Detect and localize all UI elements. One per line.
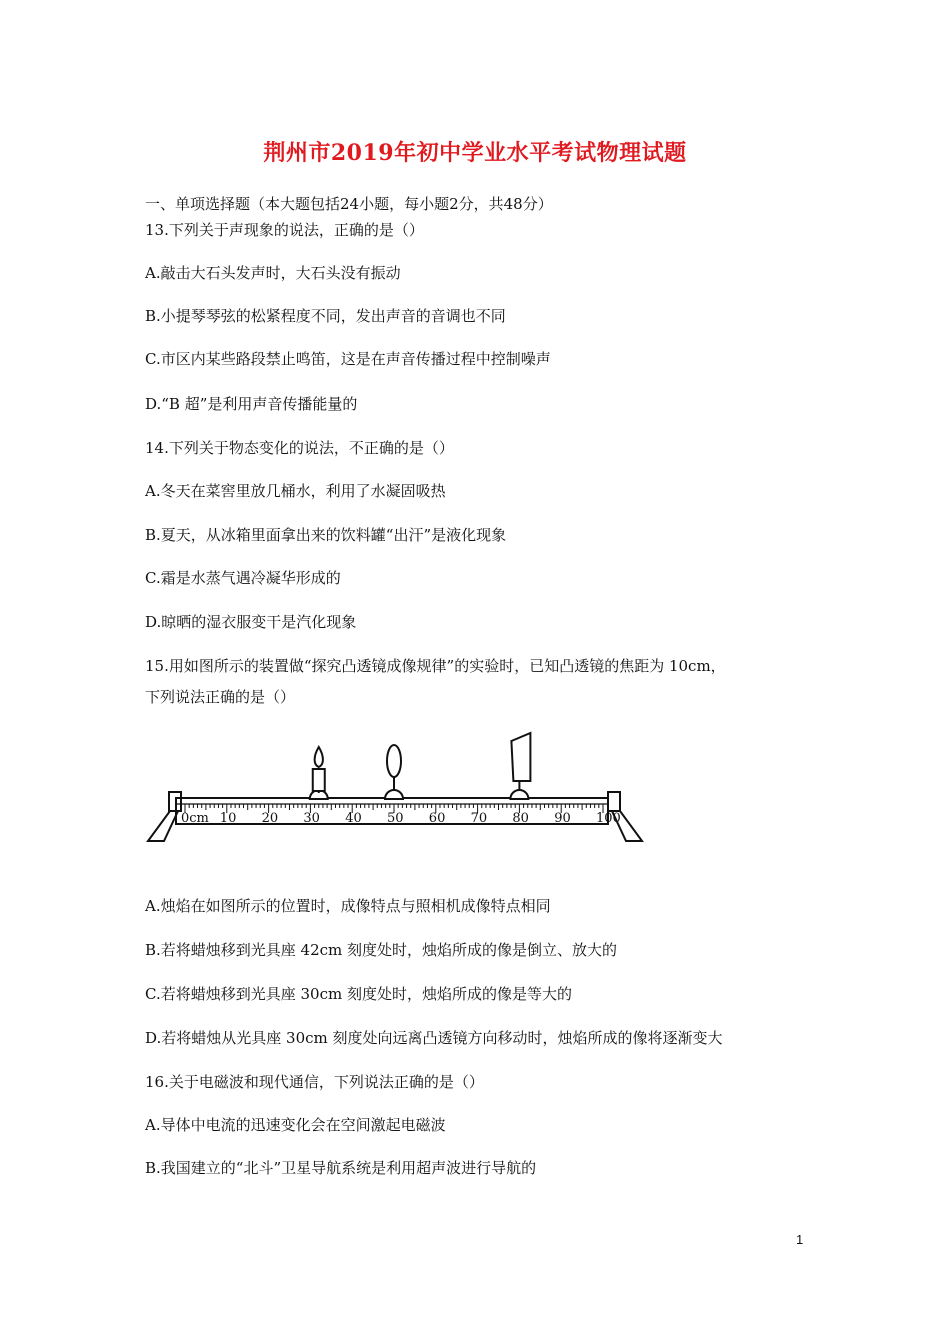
- convex-lens-icon: [385, 745, 403, 799]
- scale-label: 80: [512, 811, 529, 826]
- optical-bench-figure: [140, 725, 650, 847]
- scale-label: 0cm: [181, 811, 209, 826]
- scale-label: 40: [345, 811, 362, 826]
- light-screen-icon: [510, 733, 530, 799]
- question-15-stem-line1: 15.用如图所示的装置做“探究凸透镜成像规律”的实验时，已知凸透镜的焦距为 10cm，: [145, 657, 726, 675]
- page-number: 1: [796, 1232, 804, 1247]
- scale-label: 70: [470, 811, 488, 826]
- question-15-option-c: C.若将蜡烛移到光具座 30cm 刻度处时，烛焰所成的像是等大的: [145, 985, 572, 1003]
- question-13-option-d: D.“B 超”是利用声音传播能量的: [145, 395, 358, 413]
- question-15-option-a: A.烛焰在如图所示的位置时，成像特点与照相机成像特点相同: [145, 897, 551, 915]
- candle-icon: [310, 747, 328, 799]
- scale-label: 100: [596, 811, 621, 826]
- scale-label: 30: [303, 811, 320, 826]
- scale-label: 90: [554, 811, 571, 826]
- question-13-option-b: B.小提琴琴弦的松紧程度不同，发出声音的音调也不同: [145, 307, 506, 325]
- question-13-option-a: A.敲击大石头发声时，大石头没有振动: [145, 264, 401, 282]
- scale-label: 50: [387, 811, 404, 826]
- question-16-stem: 16.关于电磁波和现代通信，下列说法正确的是（）: [145, 1073, 484, 1091]
- question-15-option-b: B.若将蜡烛移到光具座 42cm 刻度处时，烛焰所成的像是倒立、放大的: [145, 941, 618, 959]
- section-header: 一、单项选择题（本大题包括24小题，每小题2分，共48分）: [145, 195, 553, 213]
- question-15-option-d: D.若将蜡烛从光具座 30cm 刻度处向远离凸透镜方向移动时，烛焰所成的像将逐渐变大: [145, 1029, 723, 1047]
- question-14-option-c: C.霜是水蒸气遇冷凝华形成的: [145, 569, 341, 587]
- question-13-stem: 13.下列关于声现象的说法，正确的是（）: [145, 221, 424, 239]
- scale-label: 20: [261, 811, 279, 826]
- question-14-option-d: D.晾晒的湿衣服变干是汽化现象: [145, 613, 357, 631]
- question-14-option-a: A.冬天在菜窖里放几桶水，利用了水凝固吸热: [145, 482, 446, 500]
- question-15-stem-line2: 下列说法正确的是（）: [145, 688, 296, 706]
- scale-label: 60: [428, 811, 446, 826]
- question-13-option-c: C.市区内某些路段禁止鸣笛，这是在声音传播过程中控制噪声: [145, 350, 551, 368]
- question-14-stem: 14.下列关于物态变化的说法，不正确的是（）: [145, 439, 454, 457]
- rail-right-end: [608, 792, 620, 811]
- question-14-option-b: B.夏天，从冰箱里面拿出来的饮料罐“出汗”是液化现象: [145, 526, 507, 544]
- question-16-option-a: A.导体中电流的迅速变化会在空间激起电磁波: [145, 1116, 446, 1134]
- scale-label: 10: [219, 811, 237, 826]
- question-16-option-b: B.我国建立的“北斗”卫星导航系统是利用超声波进行导航的: [145, 1159, 537, 1177]
- exam-title: 荆州市2019年初中学业水平考试物理试题: [263, 140, 687, 166]
- rail-left-leg: [148, 811, 178, 841]
